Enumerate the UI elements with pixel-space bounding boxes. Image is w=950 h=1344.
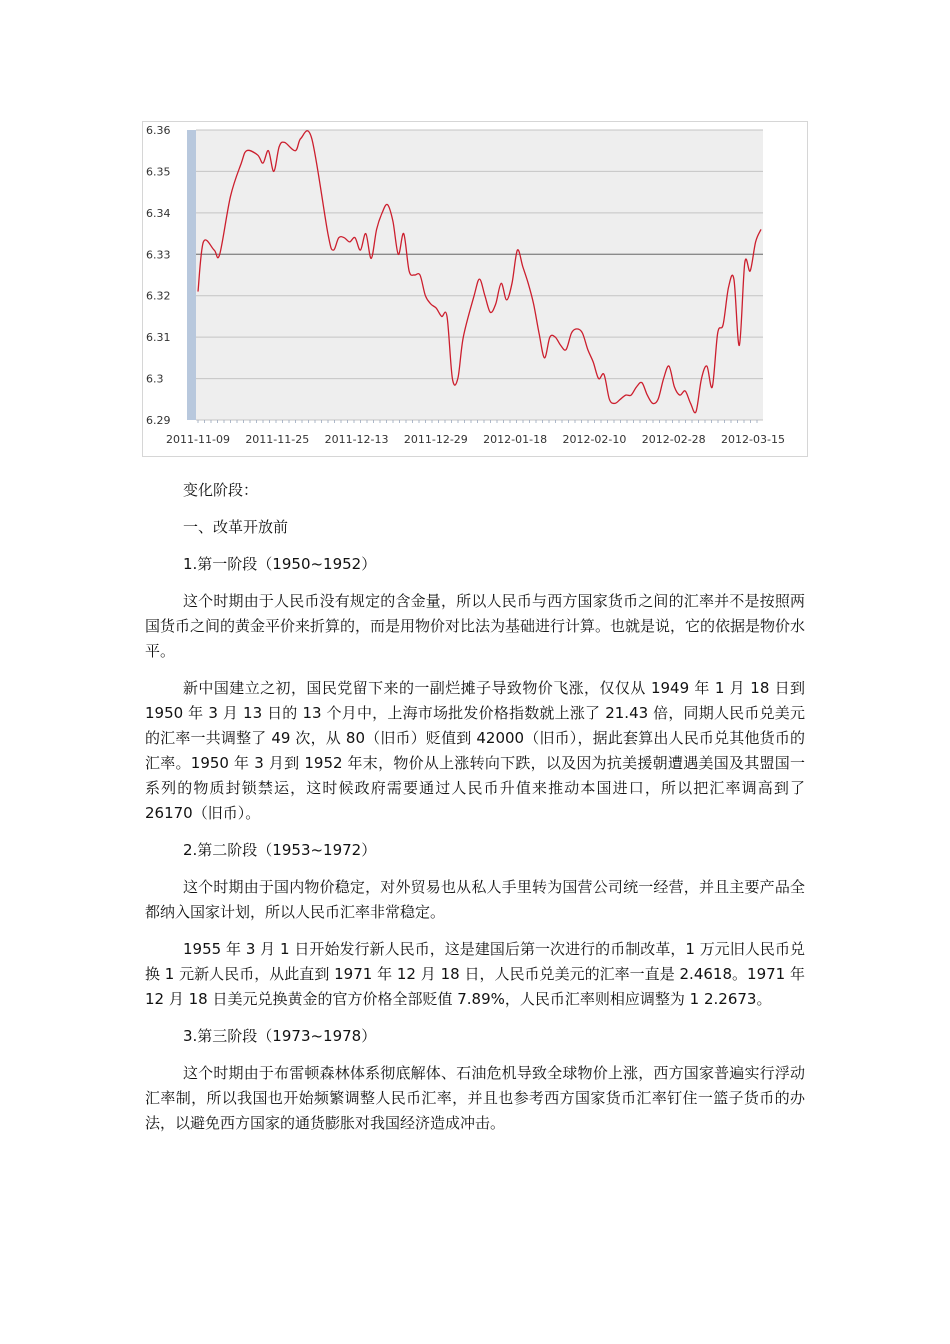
stage-heading-1: 1.第一阶段（1950~1952）	[183, 555, 377, 573]
y-tick-labels	[146, 124, 171, 427]
stage-heading-3: 3.第三阶段（1973~1978）	[183, 1027, 377, 1045]
left-axis-band	[187, 130, 196, 420]
y-tick-label: 6.32	[146, 289, 171, 303]
paragraph-2: 新中国建立之初，国民党留下来的一副烂摊子导致物价飞涨，仅仅从 1949 年 1 月 18 日到 1950 年 3 月 13 日的 13 个月中，上海市场批发价格指数就上涨了 21.43 倍，同期人民币兑美元的汇率一共调整了 49 次，从 80（旧币）贬值到 42000（旧币），据此套算出人民币兑其他货币的汇率。1950 年 3 月到 1952 年末，物价从上涨转向下跌，以及因为抗美援朝遭遇美国及其盟国一系列的物质封锁禁运，这时候政府需要通过人民币升值来推动本国进口，所以把汇率调高到了 26170（旧币）。	[145, 679, 805, 822]
paragraph-1: 这个时期由于人民币没有规定的含金量，所以人民币与西方国家货币之间的汇率并不是按照两国货币之间的黄金平价来折算的，而是用物价对比法为基础进行计算。也就是说，它的依据是物价水平。	[145, 592, 806, 660]
x-tick-label: 2011-11-25	[245, 433, 310, 446]
paragraph-5: 这个时期由于布雷顿森林体系彻底解体、石油危机导致全球物价上涨，西方国家普遍实行浮动汇率制，所以我国也开始频繁调整人民币汇率，并且也参考西方国家货币汇率钉住一篮子货币的办法，以避免西方国家的通货膨胀对我国经济造成冲击。	[145, 1064, 805, 1132]
x-tick-label: 2012-01-18	[483, 433, 548, 446]
section-heading: 一、改革开放前	[183, 518, 289, 536]
x-tick-labels	[166, 433, 785, 446]
x-tick-label: 2011-12-13	[324, 433, 389, 446]
article-body	[145, 478, 805, 1148]
x-tick-label: 2012-02-10	[562, 433, 627, 446]
y-tick-label: 6.33	[146, 248, 171, 262]
plot-area	[187, 130, 763, 420]
heading: 变化阶段：	[183, 481, 259, 499]
y-tick-label: 6.34	[146, 206, 171, 220]
y-tick-label: 6.29	[146, 414, 171, 427]
x-tick-label: 2012-03-15	[721, 433, 785, 446]
stage-heading-2: 2.第二阶段（1953~1972）	[183, 841, 377, 859]
paragraph-4: 1955 年 3 月 1 日开始发行新人民币，这是建国后第一次进行的币制改革，1 万元旧人民币兑换 1 元新人民币，从此直到 1971 年 12 月 18 日，人民币兑美元的汇率一直是 2.4618。1971 年 12 月 18 日美元兑换黄金的官方价格全部贬值 7.89%，人民币汇率则相应调整为 1 2.2673。	[145, 940, 805, 1008]
paragraph-3: 这个时期由于国内物价稳定，对外贸易也从私人手里转为国营公司统一经营，并且主要产品全都纳入国家计划，所以人民币汇率非常稳定。	[145, 878, 805, 921]
x-tick-label: 2011-11-09	[166, 433, 230, 446]
y-tick-label: 6.31	[146, 331, 171, 345]
chart-svg	[143, 122, 807, 456]
y-tick-label: 6.3	[146, 372, 164, 386]
x-tick-label: 2011-12-29	[403, 433, 468, 446]
x-tick-label: 2012-02-28	[641, 433, 706, 446]
y-tick-label: 6.36	[146, 124, 171, 137]
y-tick-label: 6.35	[146, 165, 171, 179]
exchange-rate-chart	[142, 121, 808, 457]
